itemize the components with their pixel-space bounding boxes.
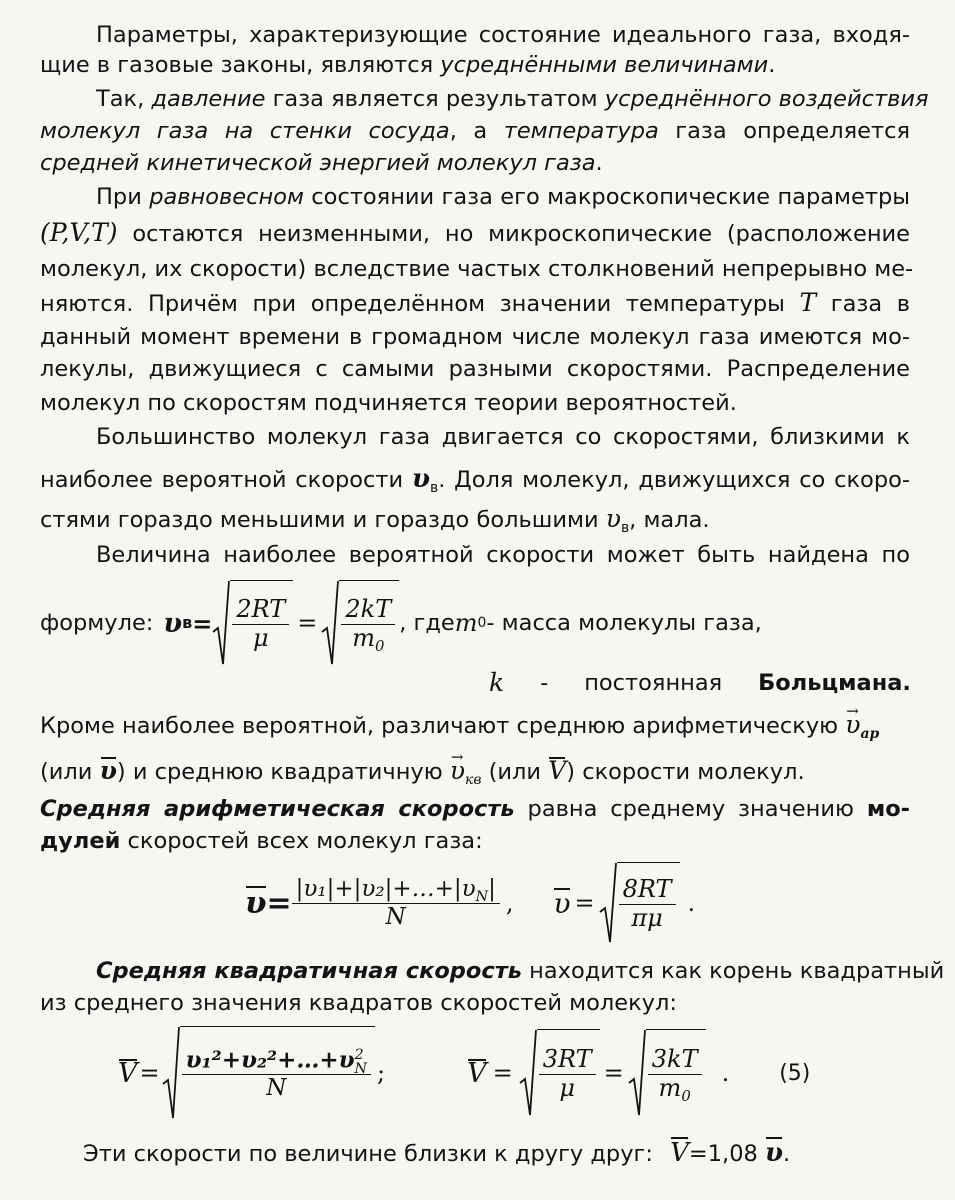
equation-number: (5) [779,1060,811,1086]
most-probable-formula: формуле: υ в = $\frac{2RT}{\mu}$ = $\frac{2kT}{m_0}$ , где m 0 - масса молекулы газа, [40,578,762,668]
p2-line1: Так, давление газа является результатом усреднённого воздействия [96,86,929,112]
sqrt-8RT-pimu: $\frac{8RT}{\pi\mu}$ [599,862,680,944]
arithmetic-mean-formula: υ = $\frac{|\upsilon_1|+|\upsilon_2|+\dots+|\upsilon_N|}{N}$ , υ = $\frac{8RT}{\pi\mu}$ . [245,862,695,944]
p5-line1: Величина наиболее вероятной скорости может быть найдена по [96,542,910,568]
sqrt-3RT-mu: $\frac{3RT}{\mu}$ [519,1029,600,1117]
p4-line2: наиболее вероятной скорости $\upsilon_в$. Доля молекул, движущихся со скоро- [40,464,910,496]
p3-line2: (P,V,T) остаются неизменными, но микроскопические (расположение [40,218,910,247]
p6-line1: Кроме наиболее вероятной, различают среднюю арифметическую → $\upsilon_{ар}$ [40,710,910,741]
sqrt-2kT-m0: $\frac{2kT}{m_0}$ [321,580,399,666]
p3-line4: няются. Причём при определённом значении температуры T газа в [40,288,910,317]
p2-line3: средней кинетической энергией молекул газа. [40,150,603,176]
p8-line1: Средняя квадратичная скорость находится как корень квадратный [96,958,945,984]
rms-formula: V = $\frac{\upsilon_1^2+\upsilon_2^2+\dots+\upsilon^2_N}{N}$ ; V = $\frac{3RT}{\mu}$ = $\frac{3kT}{m_0}$ . (5) [118,1024,810,1122]
p3-line5: данный момент времени в громадном числе молекул газа имеются мо- [40,324,910,350]
p1-line2: щие в газовые законы, являются усреднёнными величинами. [40,52,776,78]
p4-line1: Большинство молекул газа двигается со скоростями, близкими к [96,424,910,450]
p7-line1: Средняя арифметическая скорость равна среднему значению мо- [40,796,910,822]
sqrt-2RT-mu: $\frac{2RT}{\mu}$ [212,580,293,666]
p3-line3: молекул, их скорости) вследствие частых столкновений непрерывно ме- [40,256,914,282]
p2-line2: молекул газа на стенки сосуда, а температура газа определяется [40,118,910,144]
boltzmann-line: k - постоянная Больцмана. [489,668,911,697]
sqrt-sum-squares: $\frac{\upsilon_1^2+\upsilon_2^2+\dots+\upsilon^2_N}{N}$ [162,1026,375,1120]
p6-line2: (или υ) и среднюю квадратичную → $\upsilon_{кв}$ (или V) скорости молекул. [40,756,910,787]
p3-line6: лекулы, движущиеся с самыми разными скоростями. Распределение [40,356,910,382]
p7-line2: дулей скоростей всех молекул газа: [40,828,483,854]
p3-line1: При равновесном состоянии газа его макроскопические параметры [96,184,911,210]
sqrt-3kT-m0: $\frac{3kT}{m_0}$ [628,1029,706,1117]
p3-line7: молекул по скоростям подчиняется теории вероятностей. [40,390,737,416]
p8-line2: из среднего значения квадратов скоростей молекул: [40,990,677,1016]
p9-line: Эти скорости по величине близки к другу друг: V=1,08 υ. [83,1138,791,1168]
p1-line1: Параметры, характеризующие состояние идеального газа, входя- [96,22,910,48]
params-pvt: (P,V,T) [40,218,118,247]
p4-line3: стями гораздо меньшими и гораздо большими $\upsilon_в$, мала. [40,504,710,536]
